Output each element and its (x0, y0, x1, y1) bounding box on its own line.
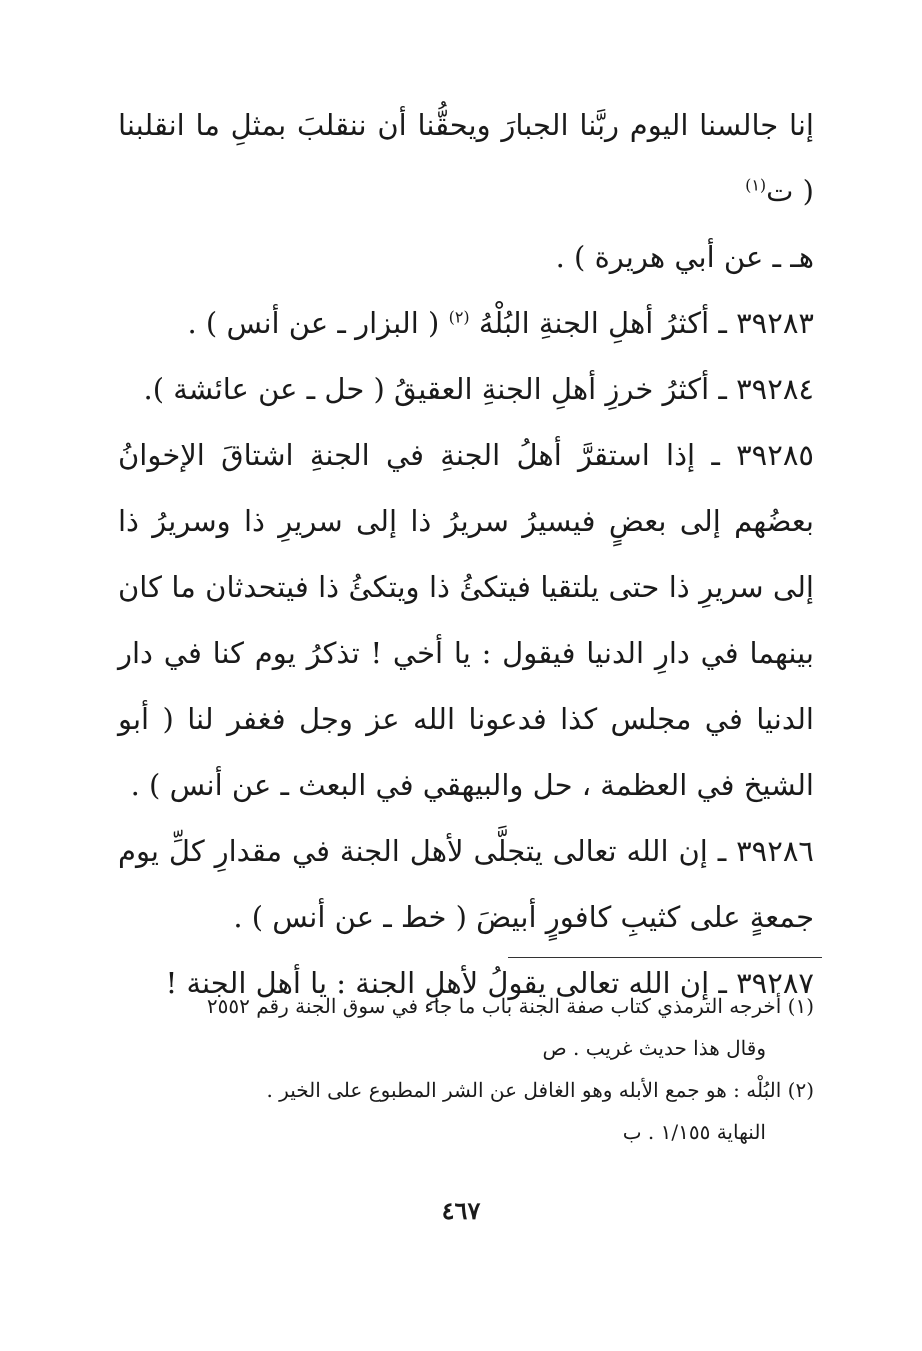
hadith-39287: ٣٩٢٨٧ ـ إن الله تعالى يقولُ لأهلِ الجنة : يا أهل الجنة ! (165, 966, 814, 1000)
footnote-marker: (١) (745, 175, 767, 195)
footnote-1-continued: وقال هذا حديث غريب . ص (542, 1036, 766, 1060)
hadith-continuation (118, 92, 814, 290)
body-line: إنا جالسنا اليوم ربَّنا الجبارَ ويحقُّنا أن ننقلبَ بمثلِ ما انقلبنا ( ت (118, 108, 814, 208)
footnote-2: (٢) البُلْه : هو جمع الأبله وهو الغافل عن الشر المطبوع على الخير . (266, 1078, 814, 1102)
hadith-39285: ٣٩٢٨٥ ـ إذا استقرَّ أهلُ الجنةِ في الجنةِ اشتاقَ الإخوانُ بعضُهم إلى بعضٍ فيسيرُ سريرُ ذا إلى سريرِ ذا وسريرُ ذا إلى سريرِ ذا حتى يلتقيا فيتكئُ ذا ويتكئُ ذا فيتحدثان ما كان بينهما في دارِ الدنيا فيقول : يا أخي ! تذكرُ يوم كنا في دار الدنيا في مجلس كذا فدعونا الله عز وجل فغفر لنا ( أبو الشيخ في العظمة ، حل والبيهقي في البعث ـ عن أنس ) . (118, 438, 814, 802)
footnote-divider (508, 957, 822, 958)
footnote-marker: (٢) (448, 307, 470, 327)
page-number: ٤٦٧ (441, 1196, 481, 1225)
body-line: هـ ـ عن أبي هريرة ) . (555, 240, 814, 274)
hadith-39283 (118, 290, 814, 356)
footnote-2-continued: النهاية ١/١٥٥ . ب (622, 1120, 766, 1144)
footnotes (118, 985, 814, 1153)
hadith-39286: ٣٩٢٨٦ ـ إن الله تعالى يتجلَّى لأهل الجنة في مقدارِ كلِّ يوم جمعةٍ على كثيبِ كافورٍ أبيضَ ( خط ـ عن أنس ) . (118, 834, 814, 934)
body-line: ٣٩٢٨٣ ـ أكثرُ أهلِ الجنةِ البُلْهُ (478, 306, 814, 340)
hadith-39284: ٣٩٢٨٤ ـ أكثرُ خرزِ أهلِ الجنةِ العقيقُ ( حل ـ عن عائشة ). (143, 372, 814, 406)
body-line: ( البزار ـ عن أنس ) . (187, 306, 440, 340)
body-text (118, 92, 814, 1016)
footnote-1: (١) أخرجه الترمذي كتاب صفة الجنة باب ما جاء في سوق الجنة رقم ٢٥٥٢ (206, 994, 814, 1018)
